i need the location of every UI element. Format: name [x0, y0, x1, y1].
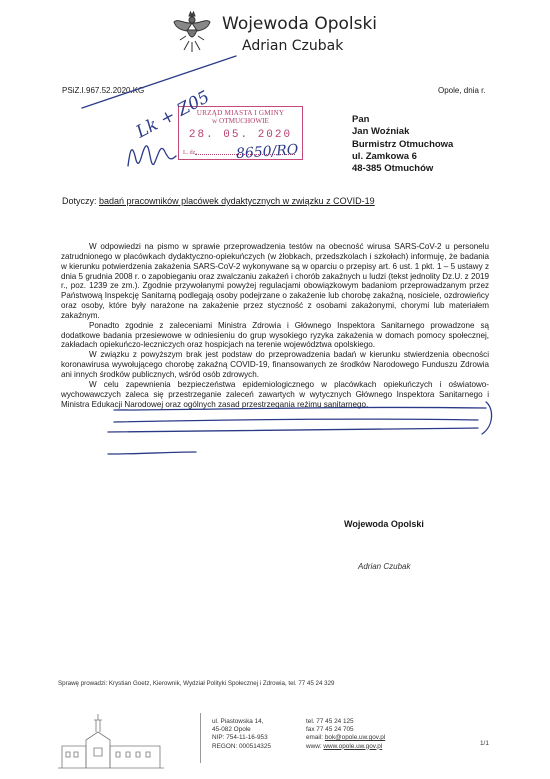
footer-www-label: www:	[306, 742, 322, 750]
body-paragraph-2: Ponadto zgodnie z zaleceniami Ministra Zdrowia i Głównego Inspektora Sanitarnego prowadzone są dodatkowe badania przesiewowe w odniesieniu do grup wysokiego ryzyka zakażenia w domach pomocy społecznej, zakładach opiekuńczo-leczniczych oraz hospicjach na terenie województwa opolskiego.	[61, 320, 489, 350]
place-date: Opole, dnia r.	[438, 86, 486, 95]
footer-address	[212, 718, 271, 751]
handwritten-note: Lk + Z05	[132, 87, 214, 143]
pen-underline-line4	[108, 452, 196, 454]
header-subtitle: Adrian Czubak	[242, 38, 344, 54]
body-paragraph-4: W celu zapewnienia bezpieczeństwa epidemiologicznego w placówkach opiekuńczych i oświatowo-wychowawczych zaleca się przestrzeganie zaleceń zawartych w wytycznych Głównego Inspektora Sanitarnego i Ministra Edukacji Narodowej oraz ogólnych zasad przestrzegania reżimu sanitarnego.	[61, 379, 489, 409]
footer-email-label: email:	[306, 734, 324, 742]
recipient-street: ul. Zamkowa 6	[352, 150, 417, 162]
footer-street: ul. Piastowska 14,	[212, 718, 264, 725]
signature-name: Adrian Czubak	[358, 562, 411, 571]
stamp-ldz-label: L. dz.	[183, 150, 197, 156]
footer-divider	[200, 713, 201, 763]
body-paragraph-3: W związku z powyższym brak jest podstaw do przeprowadzenia badań w kierunku stwierdzenia obecności koronawirusa wywołującego chorobę zakaźną COVID-19, finansowanych ze środków Narodowego Funduszu Zdrowia ani innych środków publicznych, wśród osób zdrowych.	[61, 350, 489, 379]
stamp-registry-number: 8650/RO	[235, 141, 299, 163]
pen-signature-scribble	[128, 146, 176, 166]
recipient-salutation: Pan	[352, 114, 370, 125]
footer-city: 45-082 Opole	[212, 726, 251, 734]
footer-tel: tel. 77 45 24 125	[306, 718, 354, 725]
stamp-city-line: w OTMUCHOWIE	[212, 117, 269, 125]
eagle-emblem-icon	[172, 10, 212, 54]
footer-nip: NIP: 754-11-16-953	[212, 734, 268, 742]
footer-contact	[306, 718, 385, 751]
footer-email-link[interactable]: bok@opole.uw.gov.pl	[324, 734, 386, 742]
subject-line	[62, 196, 375, 206]
stamp-office-line: URZĄD MIASTA I GMINY	[196, 109, 285, 117]
footer-email-row	[306, 734, 385, 742]
subject-label: Dotyczy:	[62, 196, 97, 206]
pen-underline-line3	[108, 428, 478, 432]
recipient-name: Jan Woźniak	[352, 126, 410, 138]
header-title: Wojewoda Opolski	[222, 14, 378, 34]
footer-www-row	[306, 743, 385, 751]
footer-www-link[interactable]: www.opole.uw.gov.pl	[323, 742, 383, 750]
footer-regon: REGON: 000514325	[212, 742, 271, 750]
office-building-icon	[56, 712, 166, 770]
pen-diagonal-stroke	[82, 56, 236, 108]
reference-number: PSiZ.I.967.52.2020.KG	[62, 86, 145, 95]
pen-underline-line2	[114, 419, 478, 422]
body-paragraph-1: W odpowiedzi na pismo w sprawie przeprowadzenia testów na obecność wirusa SARS-CoV-2 u personelu zatrudnionego w placówkach dydaktyczno-opiekuńczych (w żłobkach, przedszkolach i szkołach) informuję, że badania w kierunku potwierdzenia zakażenia SARS-CoV-2 wykonywane są w oparciu o przepisy art. 6 ust. 1 pkt. 1 – 5 ustawy z dnia 5 grudnia 2008 r. o zapobieganiu oraz zwalczaniu zakażeń i chorób zakaźnych u ludzi (tekst jednolity Dz.U. z 2019 r., poz. 1239 ze zm.). Zgodnie przywołanymi powyżej regulacjami obowiązkowym badaniom przeprowadzanym przez Państwową Inspekcję Sanitarną podlegają osoby podejrzane o zakażenie lub chorobę zakaźną, nosiciele, ozdrowieńcy oraz osoby, które były narażone na zakażenie przez styczność z osobami zakażonymi, chorymi lub materiałem zakaźnym.	[61, 242, 489, 320]
prepared-by-line: Sprawę prowadzi: Krystian Goetz, Kierownik, Wydział Polityki Społecznej i Zdrowia, tel. 77 45 24 329	[58, 680, 335, 687]
recipient-city: 48-385 Otmuchów	[352, 163, 434, 175]
footer-fax: fax 77 45 24 705	[306, 726, 354, 734]
signature-office: Wojewoda Opolski	[344, 519, 424, 529]
letter-body	[61, 242, 489, 409]
page-number: 1/1	[480, 740, 489, 747]
recipient-block	[352, 114, 453, 175]
stamp-date: 28. 05. 2020	[188, 129, 293, 141]
subject-text: badań pracowników placówek dydaktycznych w związku z COVID-19	[99, 196, 375, 206]
recipient-title: Burmistrz Otmuchowa	[352, 138, 454, 150]
